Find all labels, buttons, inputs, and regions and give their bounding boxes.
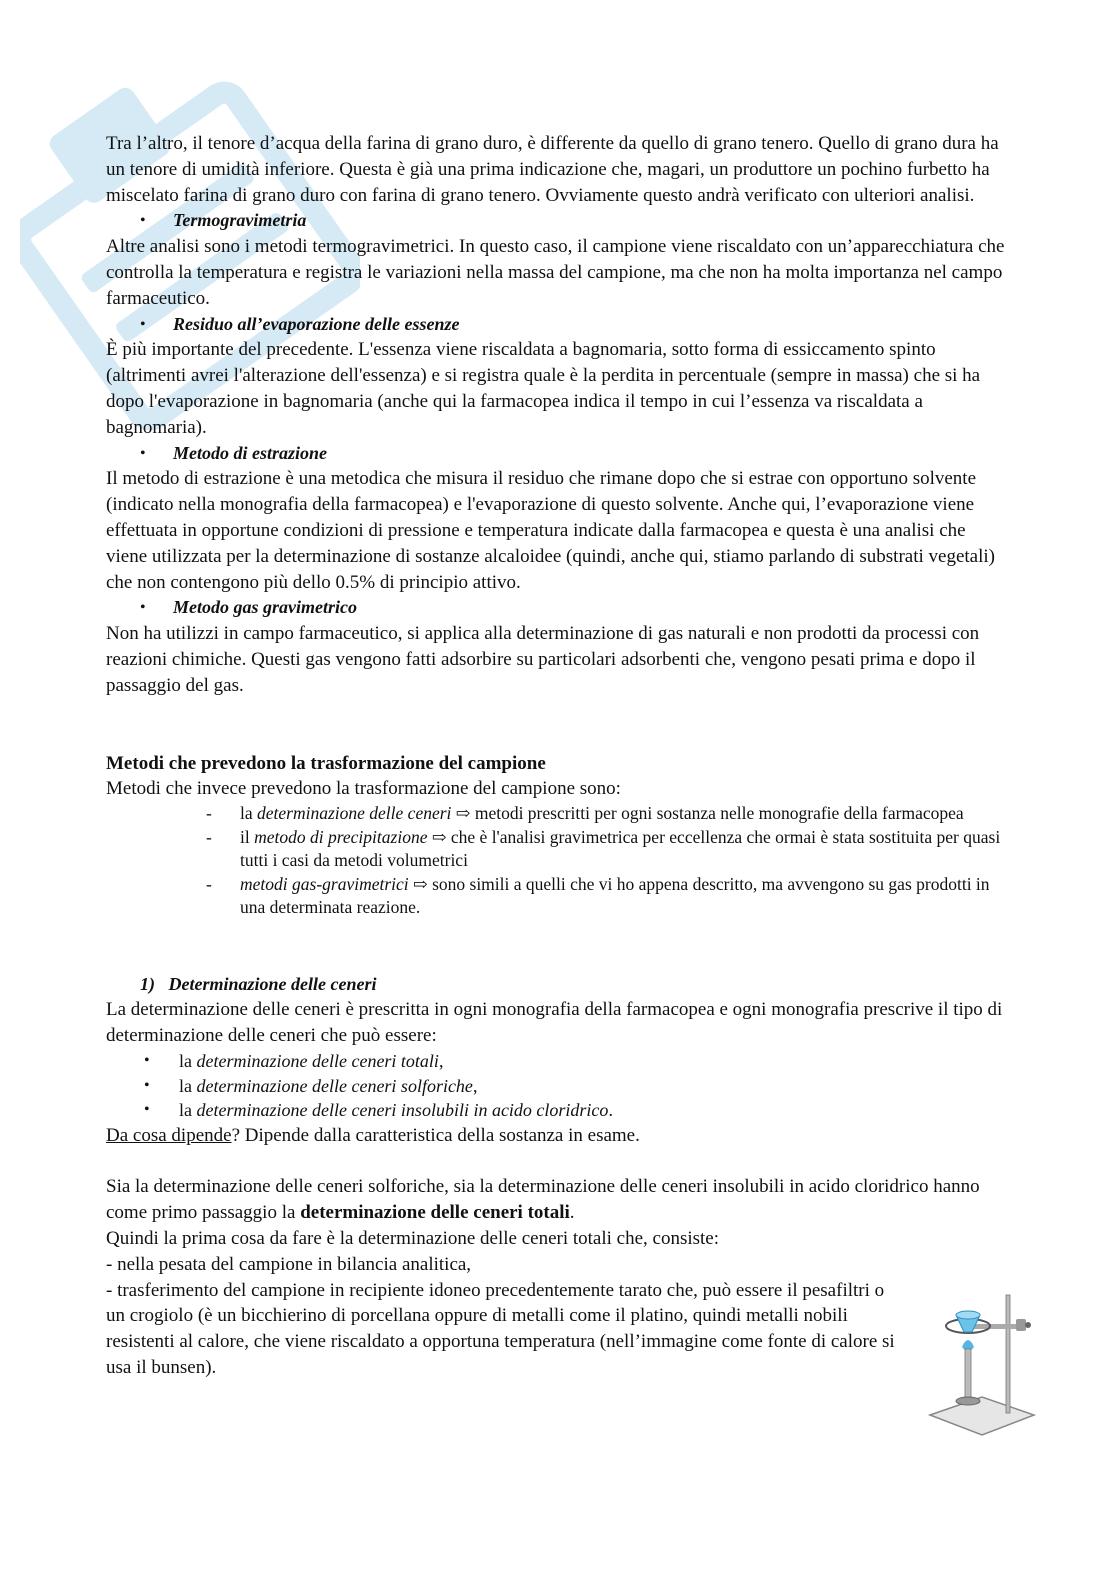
dash-item-gas-gravimetrici: - metodi gas-gravimetrici ⇨ sono simili a quelli che vi ho appena descritto, ma avvengono su gas prodotti in una determinata reazione. — [106, 873, 1006, 920]
question-underlined: Da cosa dipende — [106, 1124, 232, 1146]
bunsen-stand-illustration — [922, 1287, 1042, 1447]
dash-item-ceneri: - la determinazione delle ceneri ⇨ metodi prescritti per ogni sostanza nelle monografie della farmacopea — [106, 802, 1006, 826]
list-item: • la determinazione delle ceneri totali, — [106, 1049, 1006, 1074]
subsection-paragraph: La determinazione delle ceneri è prescritta in ogni monografia della farmacopea e ogni monografia prescrive il tipo di determinazione delle ceneri che può essere: — [106, 999, 1003, 1047]
ceneri-totali-paragraph: Sia la determinazione delle ceneri solforiche, sia la determinazione delle ceneri insolubili in acido cloridrico hanno come primo passaggio la determinazione delle ceneri totali. — [106, 1176, 980, 1224]
document-body — [106, 131, 1006, 1381]
step-1: - nella pesata del campione in bilancia analitica, — [106, 1253, 472, 1275]
gas-gravimetrico-paragraph: Non ha utilizzi in campo farmaceutico, si applica alla determinazione di gas naturali e non prodotti da processi con reazioni chimiche. Questi gas vengono fatti adsorbire su particolari adsorbenti che, vengono pesati prima e dopo il passaggio del gas. — [106, 623, 980, 696]
bullet-estrazione: • Metodo di estrazione — [106, 441, 1006, 467]
estrazione-paragraph: Il metodo di estrazione è una metodica che misura il residuo che rimane dopo che si estrae con opportuno solvente (indicato nella monografia della farmacopea) e l'evaporazione di questo solvente. Anche qui, l’evaporazione viene effettuata in opportune condizioni di pressione e temperatura indicate dalla farmacopea e questa è una analisi che viene utilizzata per la determinazione di sostanze alcaloidee (quindi, anche qui, stiamo parlando di substrati vegetali) che non contengono più dello 0.5% di principio attivo. — [106, 468, 995, 593]
list-item: • la determinazione delle ceneri solforiche, — [106, 1074, 1006, 1099]
step-2: - trasferimento del campione in recipiente idoneo precedentemente tarato che, può essere il pesafiltri o un crogiolo (è un bicchierino di porcellana oppure di metalli come il platino, quindi metalli nobili resistenti al calore, che viene riscaldato a opportuna temperatura (nell’immagine come fonte di calore si usa il bunsen). — [106, 1279, 895, 1378]
termogravimetria-paragraph: Altre analisi sono i metodi termogravimetrici. In questo caso, il campione viene riscaldato con un’apparecchiatura che controlla la temperatura e registra le variazioni nella massa del campione, ma che non ha molta importanza nel campo farmaceutico. — [106, 236, 1005, 309]
bullet-residuo: • Residuo all’evaporazione delle essenze — [106, 312, 1006, 338]
dash-item-precipitazione: - il metodo di precipitazione ⇨ che è l'analisi gravimetrica per eccellenza che ormai è stata sostituita per quasi tutti i casi da metodi volumetrici — [106, 826, 1006, 873]
question-line: Da cosa dipende? Dipende dalla caratteristica della sostanza in esame. — [106, 1124, 640, 1146]
intro-paragraph: Tra l’altro, il tenore d’acqua della farina di grano duro, è differente da quello di grano tenero. Quello di grano dura ha un tenore di umidità inferiore. Questa è già una prima indicazione che, magari, un produttore un pochino furbetto ha miscelato farina di grano duro con farina di grano tenero. Ovviamente questo andrà verificato con ulteriori analisi. — [106, 133, 999, 206]
section-intro: Metodi che invece prevedono la trasformazione del campione sono: — [106, 778, 621, 800]
bullet-termogravimetria: • Termogravimetria — [106, 208, 1006, 234]
quindi-paragraph: Quindi la prima cosa da fare è la determinazione delle ceneri totali che, consiste: — [106, 1227, 720, 1249]
list-item: • la determinazione delle ceneri insolubili in acido cloridrico. — [106, 1098, 1006, 1123]
subsection-title: 1) Determinazione delle ceneri — [140, 973, 377, 994]
residuo-paragraph: È più importante del precedente. L'essenza viene riscaldata a bagnomaria, sotto forma di essiccamento spinto (altrimenti avrei l'alterazione dell'essenza) e si registra quale è la perdita in percentuale (sempre in massa) che si ha dopo l'evaporazione in bagnomaria (anche qui la farmacopea indica il tempo in cui l’essenza va riscaldata a bagnomaria). — [106, 339, 981, 438]
section-heading: Metodi che prevedono la trasformazione del campione — [106, 752, 546, 774]
bullet-gas-gravimetrico: • Metodo gas gravimetrico — [106, 595, 1006, 621]
